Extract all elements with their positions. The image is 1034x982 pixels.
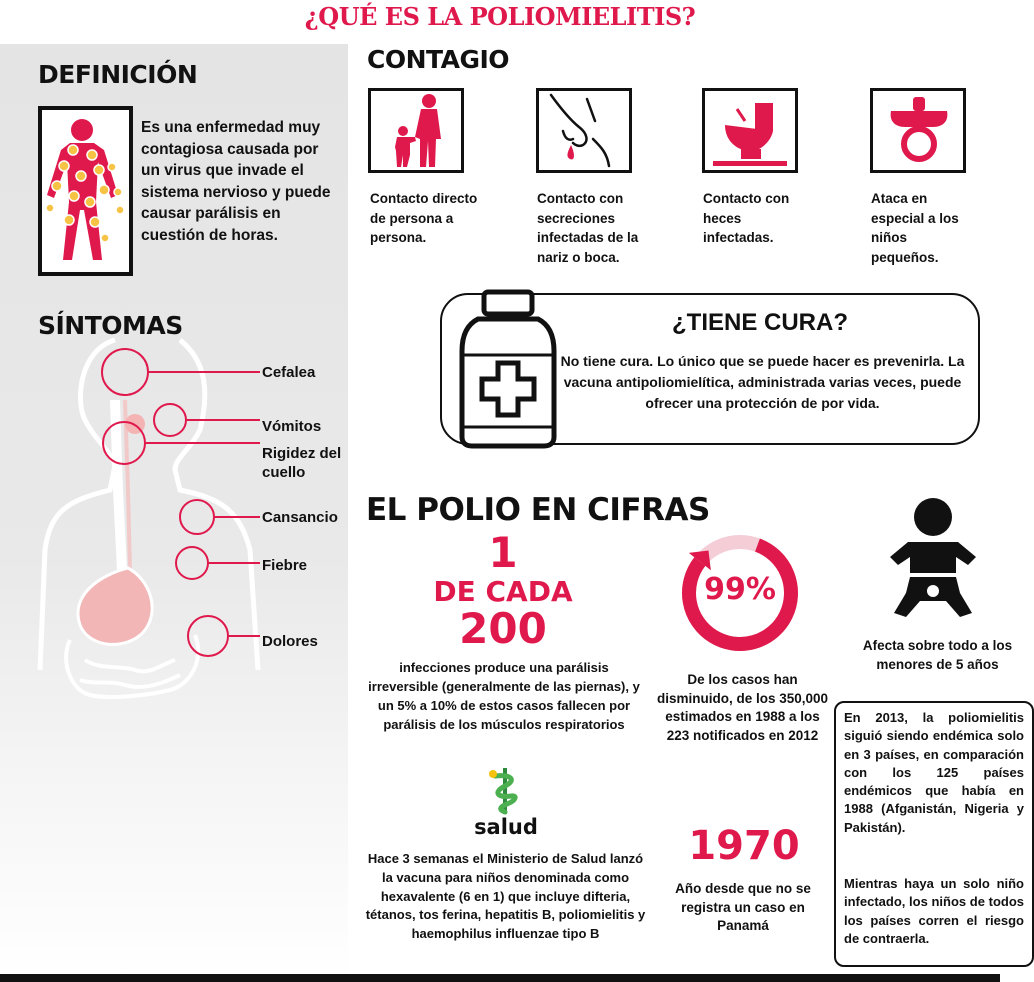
stat1-middle: DE CADA <box>433 575 573 608</box>
contagio-text-3: Contacto con heces infectadas. <box>703 191 790 245</box>
cura-heading: ¿TIENE CURA? <box>672 309 848 336</box>
body-anatomy-illustration <box>10 340 348 760</box>
salud-logo-text: salud <box>474 815 538 839</box>
info-paragraph-1: En 2013, la poliomielitis siguió siendo endémica solo en 3 países, en comparación con los 125 países endémicos que había en 1988 (Afganistán, Nigeria y Pakistán). <box>844 710 1024 835</box>
contagio-box-3 <box>702 88 798 173</box>
stat1-text: infecciones produce una parálisis irreversible (generalmente de las piernas), y un 5% a 10% de estos casos fallecen por parálisis de los músculos respiratorios <box>368 660 640 732</box>
medicine-bottle-icon <box>456 289 560 449</box>
sintomas-heading: SÍNTOMAS <box>38 311 183 340</box>
stat1-number-bottom: 200 <box>459 604 547 653</box>
salud-logo-icon <box>487 766 523 816</box>
contagio-box-2 <box>536 88 632 173</box>
year-text: Año desde que no se registra un caso en Panamá <box>675 881 811 933</box>
info-paragraph-2: Mientras haya un solo niño infectado, los niños de todos los países corren el riesgo de contraerla. <box>844 876 1024 946</box>
infected-body-figure <box>38 106 133 276</box>
stat2-text: De los casos han disminuido, de los 350,000 estimados en 1988 a los 223 notificados en 2012 <box>656 672 829 743</box>
salud-text: Hace 3 semanas el Ministerio de Salud lanzó la vacuna para niños denominada como hexavalente (6 en 1) que incluye difteria, tétanos, tos ferina, hepatitis B, poliomielitis y haemophilus influenzae tipo B <box>365 851 646 942</box>
sintoma-vomitos: Vómitos <box>262 418 322 435</box>
toilet-icon <box>705 91 795 170</box>
definicion-heading: DEFINICIÓN <box>38 60 198 89</box>
pacifier-icon <box>873 91 963 170</box>
bottom-rule <box>0 974 1000 982</box>
stat3-text: Afecta sobre todo a los menores de 5 años <box>862 638 1013 672</box>
infected-body-icon <box>42 110 129 272</box>
sintoma-cefalea: Cefalea <box>262 364 316 381</box>
stat1-number-top: 1 <box>488 528 518 577</box>
contagio-text-4: Ataca en especial a los niños pequeños. <box>871 191 959 265</box>
year-value: 1970 <box>688 823 800 869</box>
cifras-heading: EL POLIO EN CIFRAS <box>366 492 710 528</box>
sintoma-rigidez: Rigidez del cuello <box>262 445 342 481</box>
contagio-box-1 <box>368 88 464 173</box>
contagio-box-4 <box>870 88 966 173</box>
adult-child-icon <box>371 91 461 170</box>
stat2-value: 99% <box>704 572 776 607</box>
sintoma-dolores: Dolores <box>262 633 318 650</box>
sintoma-fiebre: Fiebre <box>262 557 308 574</box>
definicion-text: Es una enfermedad muy contagiosa causada por un virus que invade el sistema nervioso y puede causar parálisis en cuestión de horas. <box>141 119 331 244</box>
cura-text: No tiene cura. Lo único que se puede hacer es prevenirla. La vacuna antipoliomielítica, administrada varias veces, puede ofrecer una protección de por vida. <box>560 353 965 411</box>
contagio-text-1: Contacto directo de persona a persona. <box>370 191 478 245</box>
contagio-heading: CONTAGIO <box>367 45 510 74</box>
info-box <box>834 701 1034 967</box>
contagio-text-2: Contacto con secreciones infectadas de la nariz o boca. <box>537 191 639 265</box>
baby-icon <box>888 497 978 621</box>
sintoma-cansancio: Cansancio <box>262 509 338 526</box>
page-title: ¿QUÉ ES LA POLIOMIELITIS? <box>304 2 696 31</box>
nose-secretion-icon <box>539 91 629 170</box>
